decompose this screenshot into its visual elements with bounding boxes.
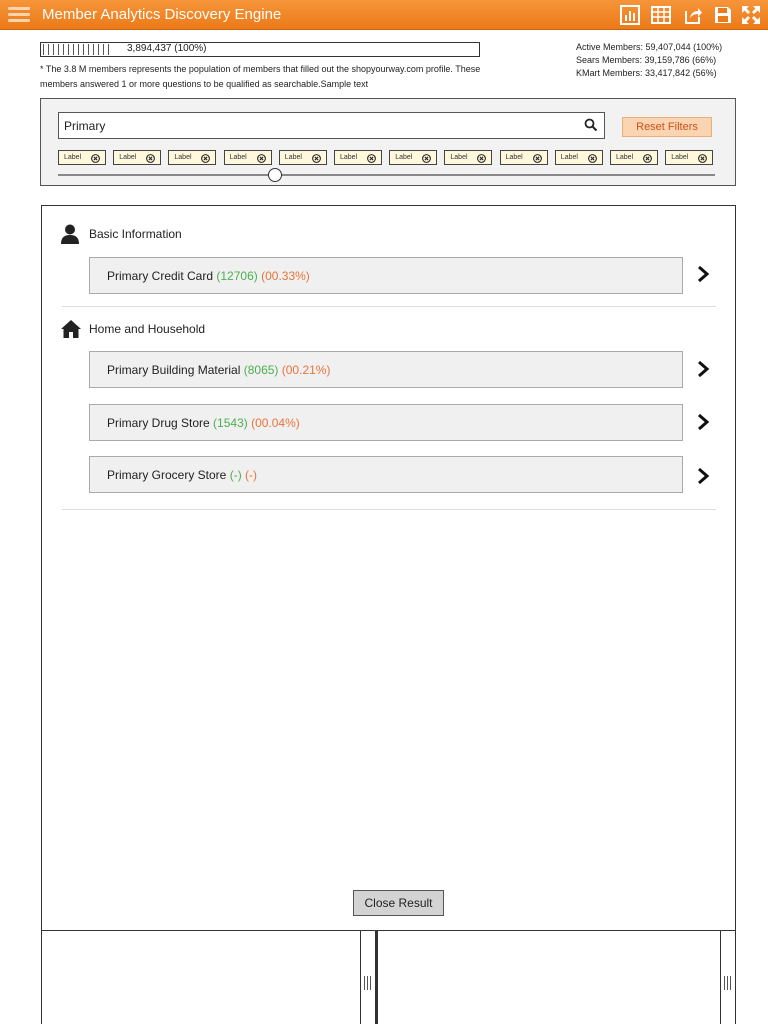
search-input[interactable]	[58, 112, 605, 139]
progress-fill	[43, 44, 109, 55]
filter-chip[interactable]	[444, 150, 492, 165]
stat-kmart-members: KMart Members: 33,417,842 (56%)	[576, 68, 717, 78]
home-icon	[60, 319, 82, 339]
slider-thumb[interactable]	[268, 168, 282, 182]
filter-chips	[58, 150, 718, 166]
share-icon[interactable]	[683, 5, 703, 25]
filter-chip[interactable]	[500, 150, 548, 165]
filter-chip[interactable]	[58, 150, 106, 165]
background-panel-left	[41, 925, 377, 1024]
remove-chip-icon[interactable]	[201, 154, 210, 163]
remove-chip-icon[interactable]	[588, 154, 597, 163]
result-percent: (00.04%)	[251, 416, 300, 430]
result-count: (1543)	[213, 416, 248, 430]
filter-chip[interactable]	[224, 150, 272, 165]
chip-label: Label	[340, 154, 358, 161]
chip-label: Label	[671, 154, 689, 161]
table-icon[interactable]	[651, 5, 671, 25]
filter-chip[interactable]	[389, 150, 437, 165]
filter-chip[interactable]	[665, 150, 713, 165]
chevron-right-icon[interactable]	[695, 466, 711, 486]
chip-label: Label	[560, 154, 578, 161]
result-name: Primary Credit Card	[107, 269, 214, 283]
remove-chip-icon[interactable]	[312, 154, 321, 163]
remove-chip-icon[interactable]	[146, 154, 155, 163]
reset-filters-button[interactable]: Reset Filters	[622, 117, 712, 137]
result-name: Primary Grocery Store	[107, 468, 227, 482]
scroll-grip-right[interactable]	[724, 976, 734, 992]
remove-chip-icon[interactable]	[477, 154, 486, 163]
remove-chip-icon[interactable]	[422, 154, 431, 163]
search-icon[interactable]	[584, 118, 598, 132]
stat-active-members: Active Members: 59,407,044 (100%)	[576, 42, 723, 52]
chip-label: Label	[450, 154, 468, 161]
chevron-right-icon[interactable]	[695, 264, 711, 284]
save-icon[interactable]	[713, 5, 733, 25]
result-percent: (00.33%)	[261, 269, 310, 283]
result-count: (-)	[229, 468, 242, 482]
search-panel	[40, 98, 736, 186]
chip-label: Label	[395, 154, 413, 161]
result-count: (12706)	[216, 269, 258, 283]
filter-chip[interactable]	[610, 150, 658, 165]
chip-label: Label	[505, 154, 523, 161]
slider-track[interactable]	[58, 174, 715, 176]
chip-label: Label	[229, 154, 247, 161]
member-stats	[576, 41, 766, 80]
remove-chip-icon[interactable]	[533, 154, 542, 163]
chart-icon[interactable]	[620, 5, 640, 25]
chip-label: Label	[284, 154, 302, 161]
remove-chip-icon[interactable]	[257, 154, 266, 163]
scrollbar-left[interactable]	[360, 925, 376, 1024]
user-icon	[60, 224, 82, 244]
filter-chip[interactable]	[555, 150, 603, 165]
result-percent: (00.21%)	[281, 363, 331, 377]
fullscreen-icon[interactable]	[741, 5, 761, 25]
result-count: (8065)	[243, 363, 279, 377]
results-panel	[41, 205, 736, 931]
filter-chip[interactable]	[113, 150, 161, 165]
result-item[interactable]	[89, 351, 683, 388]
chevron-right-icon[interactable]	[695, 412, 711, 432]
stat-sears-members: Sears Members: 39,159,786 (66%)	[576, 55, 717, 65]
result-name: Primary Drug Store	[107, 416, 210, 430]
app-title: Member Analytics Discovery Engine	[42, 6, 282, 23]
section-divider	[62, 306, 716, 307]
filter-chip[interactable]	[279, 150, 327, 165]
filter-chip[interactable]	[334, 150, 382, 165]
chip-label: Label	[64, 154, 82, 161]
population-progress-bar	[40, 42, 480, 57]
result-name: Primary Building Material	[107, 363, 241, 377]
result-item[interactable]	[89, 404, 683, 441]
chip-label: Label	[616, 154, 634, 161]
app-header	[0, 0, 768, 30]
chevron-right-icon[interactable]	[695, 359, 711, 379]
scrollbar-right[interactable]	[720, 925, 736, 1024]
remove-chip-icon[interactable]	[698, 154, 707, 163]
remove-chip-icon[interactable]	[91, 154, 100, 163]
population-note: * The 3.8 M members represents the population of members that filled out the shopyourway.com profile. These members answered 1 or more questions to be qualified as searchable.Sample text	[40, 64, 481, 89]
chip-label: Label	[174, 154, 192, 161]
section-title: Basic Information	[89, 227, 182, 241]
result-item[interactable]	[89, 257, 683, 294]
filter-chip[interactable]	[168, 150, 216, 165]
section-title: Home and Household	[89, 322, 206, 336]
remove-chip-icon[interactable]	[367, 154, 376, 163]
remove-chip-icon[interactable]	[643, 154, 652, 163]
close-result-button[interactable]: Close Result	[353, 890, 444, 916]
section-divider	[62, 509, 716, 510]
scroll-grip-left[interactable]	[364, 976, 374, 992]
progress-text: 3,894,437 (100%)	[127, 43, 207, 54]
background-panel-right	[377, 925, 736, 1024]
result-percent: (-)	[245, 468, 258, 482]
chip-label: Label	[119, 154, 137, 161]
result-item[interactable]	[89, 456, 683, 493]
menu-icon[interactable]	[8, 7, 30, 23]
